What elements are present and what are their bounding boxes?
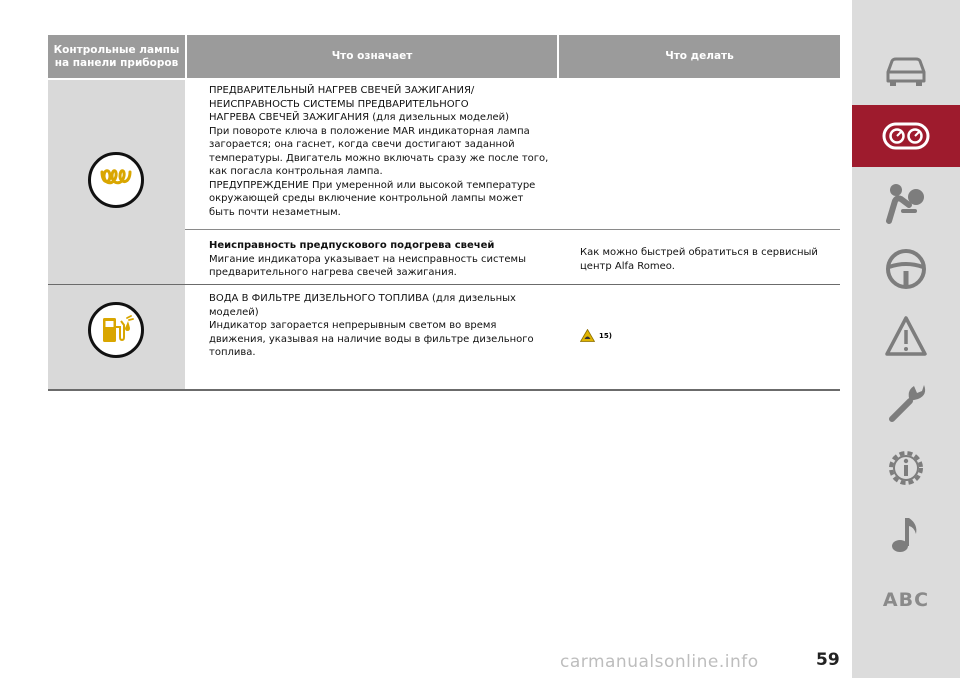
header-meaning: Что означает	[187, 35, 557, 78]
meaning-line: ПРЕДВАРИТЕЛЬНЫЙ НАГРЕВ СВЕЧЕЙ ЗАЖИГАНИЯ/	[209, 85, 475, 96]
meaning-line: НАГРЕВА СВЕЧЕЙ ЗАЖИГАНИЯ (для дизельных моделей)	[209, 112, 510, 123]
meaning-line: ПРЕДУПРЕЖДЕНИЕ При умеренной или высокой температуре	[209, 179, 536, 191]
meaning-line: НЕИСПРАВНОСТЬ СИСТЕМЫ ПРЕДВАРИТЕЛЬНОГО	[209, 98, 469, 110]
meaning-line: как погасла контрольная лампа.	[209, 166, 383, 177]
car-icon	[883, 54, 929, 88]
sidebar-item-car[interactable]	[852, 40, 960, 102]
sidebar-item-driving[interactable]	[852, 238, 960, 300]
meaning-line: быть почти незаметным.	[209, 206, 341, 218]
note-reference[interactable]: 15)	[599, 331, 612, 340]
subrow-divider	[185, 229, 840, 230]
abc-label: ABC	[882, 589, 930, 611]
sidebar-item-instruments[interactable]	[852, 105, 960, 167]
table-bottom-border	[48, 389, 840, 391]
airbag-person-icon	[883, 181, 929, 225]
water-in-fuel-meaning	[209, 292, 554, 360]
sidebar-item-multimedia[interactable]	[852, 503, 960, 565]
warning-triangle-icon	[580, 329, 595, 342]
fault-line: Мигание индикатора указывает на неисправность системы	[209, 253, 526, 265]
meaning-line: При повороте ключа в положение MAR индикаторная лампа	[209, 125, 530, 137]
watermark: carmanualsonline.info	[560, 652, 759, 672]
action-line: Как можно быстрей обратиться в сервисный	[580, 247, 818, 258]
steering-wheel-icon	[884, 247, 928, 291]
meaning-line: загорается; она гаснет, когда свечи достигают заданной	[209, 139, 515, 150]
wrench-icon	[884, 381, 928, 425]
music-note-icon	[886, 512, 926, 556]
meaning-line: температуры. Двигатель можно включать сразу же после того,	[209, 152, 549, 164]
sidebar-item-safety[interactable]	[852, 172, 960, 234]
lamp-cell-water-in-fuel	[48, 285, 185, 389]
warning-triangle-icon	[884, 315, 928, 357]
info-gear-icon	[884, 446, 928, 490]
meaning-line: топлива.	[209, 347, 256, 358]
meaning-line: окружающей среды включение контрольной лампы может	[209, 193, 524, 204]
glow-plug-fault	[209, 239, 554, 280]
meaning-line: движения, указывая на наличие воды в фильтре дизельного	[209, 333, 534, 345]
page-number: 59	[816, 650, 840, 670]
header-lamps: Контрольные лампы на панели приборов	[48, 35, 185, 78]
dashboard-gauges-icon	[882, 121, 930, 151]
chapter-sidebar	[852, 0, 960, 678]
header-action: Что делать	[559, 35, 840, 78]
meaning-line: Индикатор загорается непрерывным светом во время	[209, 320, 497, 331]
meaning-line: ВОДА В ФИЛЬТРЕ ДИЗЕЛЬНОГО ТОПЛИВА (для дизельных	[209, 293, 516, 304]
action-line: центр Alfa Romeo.	[580, 260, 675, 272]
sidebar-item-emergency[interactable]	[852, 305, 960, 367]
sidebar-item-maintenance[interactable]	[852, 372, 960, 434]
water-in-fuel-icon	[88, 302, 144, 358]
fault-title: Неисправность предпускового подогрева свечей	[209, 240, 495, 251]
water-in-fuel-action	[580, 329, 612, 342]
sidebar-item-technical-data[interactable]	[852, 437, 960, 499]
lamp-cell-glow-plug	[48, 80, 185, 284]
sidebar-item-index[interactable]	[852, 569, 960, 631]
glow-plug-meaning	[209, 84, 554, 219]
meaning-line: моделей)	[209, 306, 259, 318]
glow-plug-coil-icon	[88, 152, 144, 208]
glow-plug-action	[580, 246, 838, 273]
fault-line: предварительного нагрева свечей зажигания.	[209, 267, 457, 278]
